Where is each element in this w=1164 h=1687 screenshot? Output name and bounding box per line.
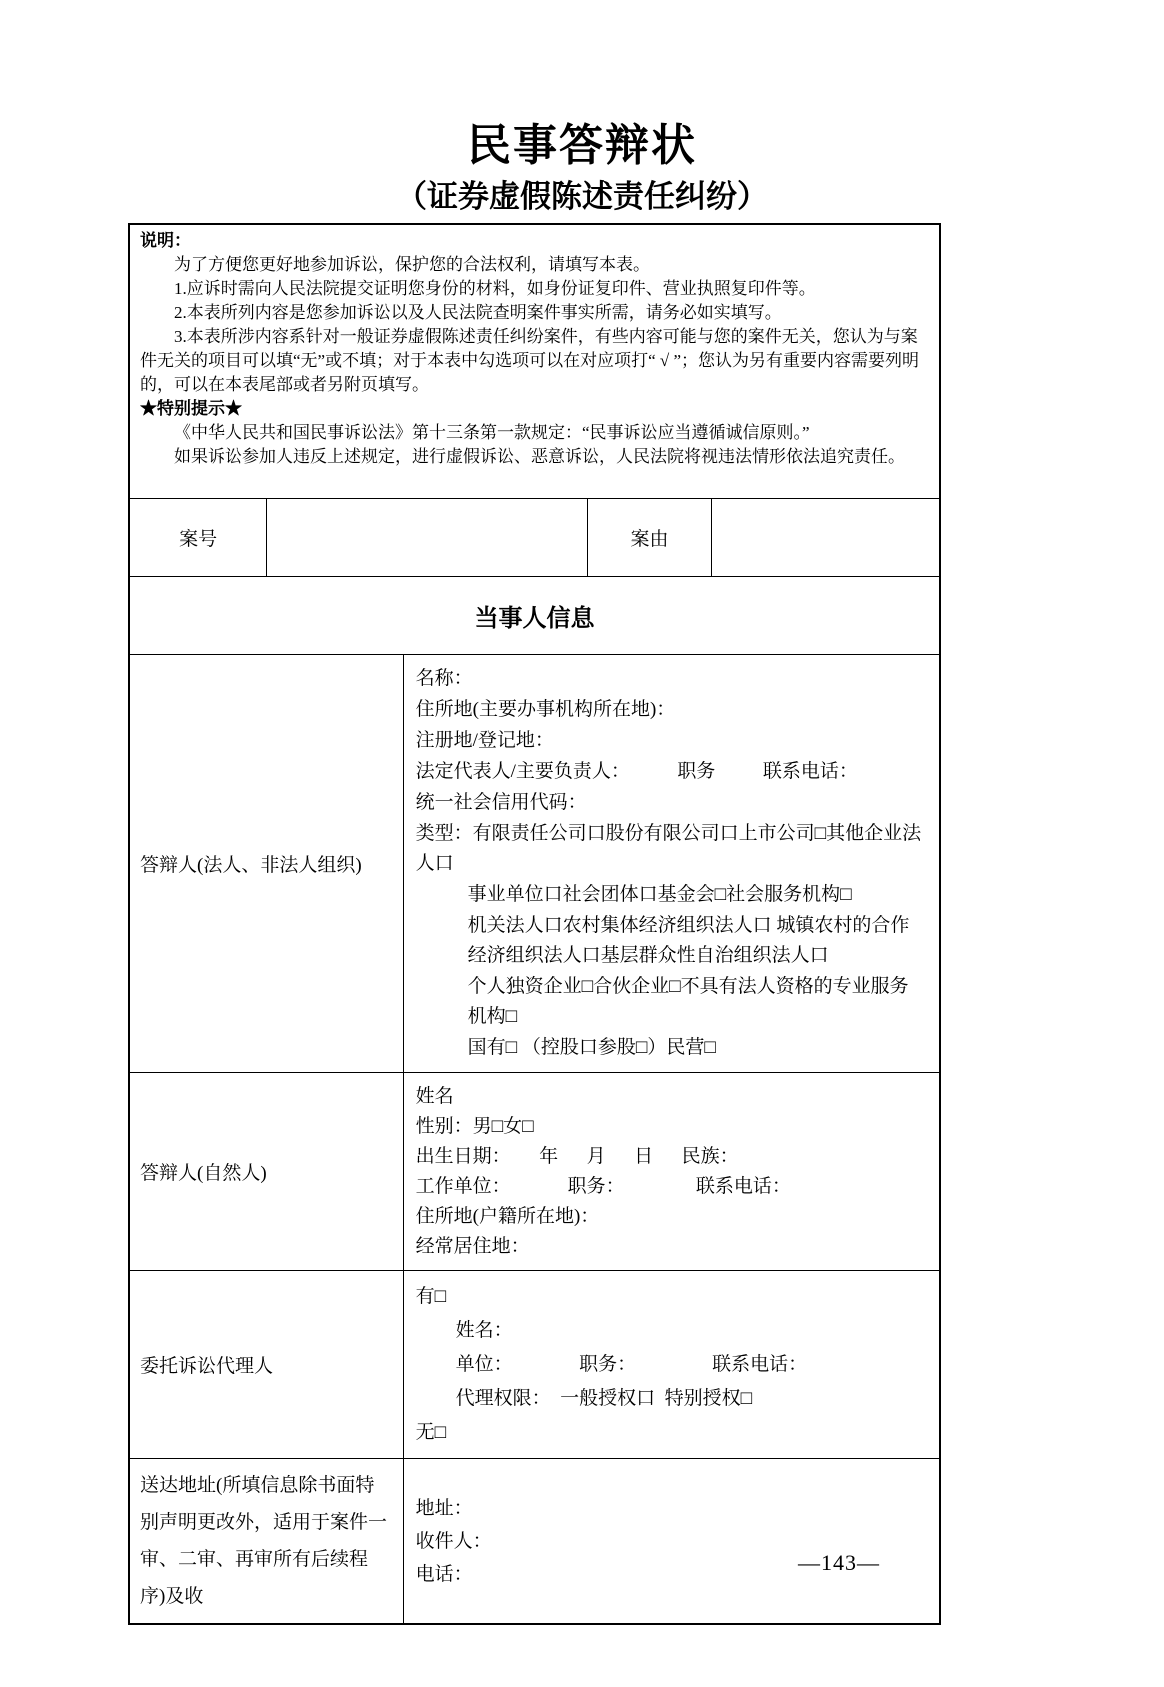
- notice-item-3: 3.本表所涉内容系针对一般证券虚假陈述责任纠纷案件，有些内容可能与您的案件无关，您认为与案件无关的项目可以填“无”或不填；对于本表中勾选项可以在对应项打“ √ ”；您认为另有重要内容需要列明的，可以在本表尾部或者另附页填写。: [140, 327, 920, 394]
- litigation-agent-fields: [403, 1271, 939, 1458]
- field-gender: 性别：男□女□: [415, 1116, 534, 1137]
- page-number: —143—: [798, 1550, 880, 1575]
- special-notice-item-1: 《中华人民共和国民事诉讼法》第十三条第一款规定：“民事诉讼应当遵循诚信原则。”: [174, 423, 810, 442]
- field-registered-address: 注册地/登记地：: [415, 730, 554, 751]
- notice-heading: 说明：: [140, 231, 191, 250]
- agent-name: 姓名：: [455, 1320, 513, 1341]
- field-domicile: 住所地(主要办事机构所在地)：: [415, 699, 676, 720]
- litigation-agent-row: [130, 1270, 939, 1458]
- respondent-natural-person-row: [130, 1072, 939, 1270]
- field-name: 名称：: [415, 668, 473, 689]
- case-number-label: 案号: [179, 529, 218, 550]
- agent-authority-scope: 代理权限： 一般授权口 特别授权□: [455, 1388, 753, 1409]
- service-address-label: 送达地址(所填信息除书面特别声明更改外，适用于案件一审、二审、再审所有后续程序)及收: [140, 1475, 388, 1607]
- service-address-row: [130, 1458, 939, 1623]
- field-employer-position-phone: 工作单位： 职务： 联系电话：: [415, 1176, 791, 1197]
- cause-of-action-field: [711, 499, 939, 576]
- agent-none-checkbox: 无□: [415, 1422, 447, 1443]
- case-number-field: [266, 499, 586, 576]
- notice-section: [130, 225, 939, 498]
- entity-type-option-2: 机关法人口农村集体经济组织法人口 城镇农村的合作经济组织法人口基层群众性自治组织法人口: [467, 915, 910, 966]
- litigation-agent-label: 委托诉讼代理人: [140, 1356, 274, 1377]
- notice-item-2: 2.本表所列内容是您参加诉讼以及人民法院查明案件事实所需，请务必如实填写。: [174, 303, 782, 322]
- field-legal-representative: 法定代表人/主要负责人： 职务 联系电话：: [415, 761, 858, 782]
- respondent-natural-person-fields: [403, 1073, 939, 1270]
- entity-type-option-3: 个人独资企业□合伙企业□不具有法人资格的专业服务机构□: [467, 976, 909, 1027]
- field-household-address: 住所地(户籍所在地)：: [415, 1206, 600, 1227]
- special-notice-heading: ★特别提示★: [140, 399, 242, 418]
- entity-type-option-4: 国有□ （控股口参股□）民营□: [467, 1037, 716, 1058]
- respondent-legal-entity-label: 答辩人(法人、非法人组织): [140, 855, 362, 876]
- field-habitual-residence: 经常居住地：: [415, 1236, 530, 1257]
- page-title: 民事答辩状: [467, 121, 697, 170]
- respondent-legal-entity-fields: [403, 655, 939, 1072]
- notice-intro: 为了方便您更好地参加诉讼，保护您的合法权利，请填写本表。: [174, 255, 650, 274]
- notice-item-1: 1.应诉时需向人民法院提交证明您身份的材料，如身份证复印件、营业执照复印件等。: [174, 279, 816, 298]
- respondent-legal-entity-row: [130, 654, 939, 1072]
- field-birthdate-ethnicity: 出生日期： 年 月 日 民族：: [415, 1146, 739, 1167]
- field-full-name: 姓名: [415, 1086, 454, 1107]
- agent-unit-position-phone: 单位： 职务： 联系电话：: [455, 1354, 808, 1375]
- agent-has-checkbox: 有□: [415, 1286, 447, 1307]
- cause-of-action-label: 案由: [587, 499, 712, 576]
- page-subtitle: （证券虚假陈述责任纠纷）: [396, 179, 768, 214]
- case-row: [130, 498, 939, 576]
- field-entity-type: 类型：有限责任公司口股份有限公司口上市公司□其他企业法人口: [415, 823, 922, 874]
- service-address-fields: [403, 1459, 939, 1623]
- defense-form-table: [128, 223, 941, 1625]
- field-recipient: 收件人：: [415, 1530, 492, 1552]
- field-address: 地址：: [415, 1497, 473, 1519]
- field-phone: 电话：: [415, 1563, 473, 1585]
- party-info-header: 当事人信息: [474, 605, 595, 632]
- party-info-header-row: [130, 576, 939, 654]
- entity-type-option-1: 事业单位口社会团体口基金会□社会服务机构□: [467, 884, 852, 905]
- special-notice-item-2: 如果诉讼参加人违反上述规定，进行虚假诉讼、恶意诉讼，人民法院将视违法情形依法追究责任。: [174, 447, 905, 466]
- field-credit-code: 统一社会信用代码：: [415, 792, 587, 813]
- respondent-natural-person-label: 答辩人(自然人): [140, 1163, 267, 1184]
